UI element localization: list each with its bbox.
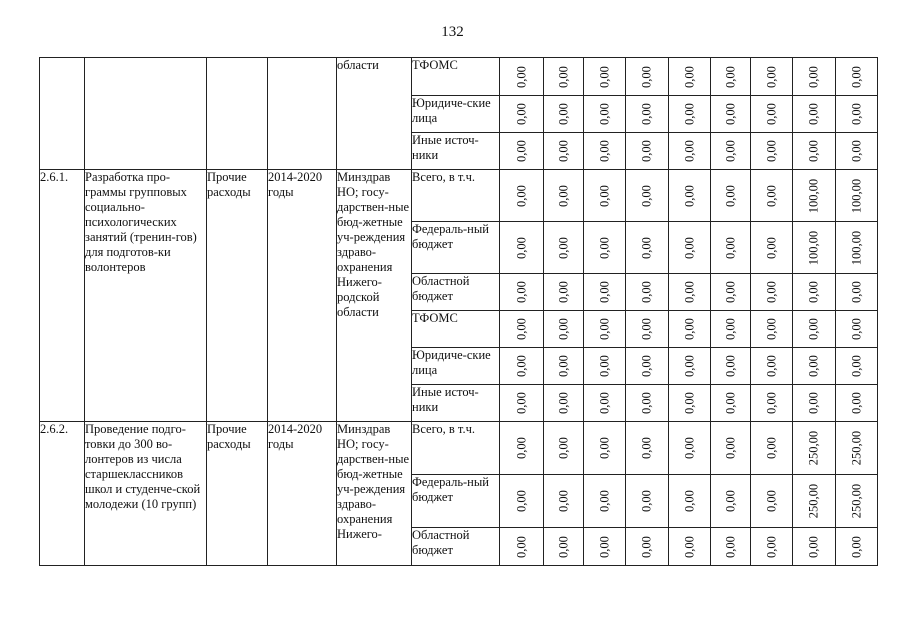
value-cell: 0,00 [597, 318, 611, 340]
responsible: Минздрав НО; госу-дарствен-ные бюд-жетные уч-реждения здраво-охранения Нижего-родской области [337, 170, 412, 422]
value-cell: 0,00 [639, 65, 654, 88]
value-cell: 0,00 [556, 103, 570, 125]
value-cell: 0,00 [556, 490, 570, 512]
value-cell: 0,00 [764, 392, 778, 414]
responsible: Минздрав НО; госу-дарствен-ные бюд-жетные уч-реждения здраво-охранения Нижего- [337, 422, 412, 566]
value-cell: 0,00 [639, 355, 654, 377]
value-cell: 0,00 [556, 318, 570, 340]
value-cell: 0,00 [514, 355, 528, 377]
value-cell: 0,00 [806, 140, 821, 162]
table-row [40, 170, 878, 222]
value-cell: 0,00 [682, 490, 696, 512]
value-cell: 0,00 [514, 490, 528, 512]
value-cell: 0,00 [682, 184, 696, 207]
value-cell: 0,00 [597, 184, 611, 207]
period-cell [268, 58, 337, 170]
value-cell: 0,00 [639, 490, 654, 512]
item-title: Разработка про-граммы групповых социально-психологических занятий (тренин-гов) для подготов-ки волонтеров [85, 170, 207, 422]
value-cell: 0,00 [764, 236, 778, 259]
value-cell: 0,00 [556, 184, 570, 207]
value-cell: 100,00 [849, 230, 863, 265]
value-cell: 0,00 [849, 355, 863, 377]
item-title: Проведение подго-товки до 300 во-лонтеров из числа старшеклассников школ и студенче-ской молодежи (10 групп) [85, 422, 207, 566]
value-cell: 100,00 [849, 178, 863, 213]
value-cell: 0,00 [556, 392, 570, 414]
value-cell: 100,00 [806, 178, 821, 213]
value-cell: 0,00 [556, 140, 570, 162]
funding-source: ТФОМС [412, 311, 500, 348]
funding-source: Юридиче-ские лица [412, 348, 500, 385]
value-cell: 0,00 [639, 392, 654, 414]
value-cell: 0,00 [723, 236, 737, 259]
value-cell: 0,00 [723, 281, 737, 303]
value-cell: 0,00 [556, 236, 570, 259]
value-cell: 0,00 [806, 392, 821, 414]
value-cell: 0,00 [514, 184, 528, 207]
expense-type: Прочие расходы [207, 170, 268, 422]
value-cell: 0,00 [849, 318, 863, 340]
value-cell: 0,00 [849, 140, 863, 162]
value-cell: 0,00 [514, 65, 528, 88]
expense-type-cell [207, 58, 268, 170]
value-cell: 0,00 [764, 140, 778, 162]
value-cell: 0,00 [597, 535, 611, 558]
value-cell: 0,00 [597, 65, 611, 88]
value-cell: 0,00 [723, 392, 737, 414]
value-cell: 0,00 [682, 535, 696, 558]
value-cell: 0,00 [639, 437, 654, 459]
value-cell: 0,00 [764, 184, 778, 207]
value-cell: 0,00 [849, 103, 863, 125]
value-cell: 0,00 [682, 140, 696, 162]
value-cell: 0,00 [806, 535, 821, 558]
value-cell: 0,00 [556, 437, 570, 459]
funding-source: ТФОМС [412, 58, 500, 96]
item-number: 2.6.2. [40, 422, 85, 566]
value-cell: 0,00 [682, 281, 696, 303]
value-cell: 0,00 [639, 236, 654, 259]
value-cell: 0,00 [764, 535, 778, 558]
value-cell: 0,00 [723, 437, 737, 459]
value-cell: 0,00 [639, 140, 654, 162]
value-cell: 0,00 [597, 437, 611, 459]
value-cell: 0,00 [597, 281, 611, 303]
value-cell: 0,00 [849, 392, 863, 414]
value-cell: 0,00 [682, 103, 696, 125]
period: 2014-2020 годы [268, 422, 337, 566]
value-cell: 0,00 [849, 281, 863, 303]
table-row [40, 422, 878, 475]
page-number: 132 [441, 24, 464, 40]
item-number: 2.6.1. [40, 170, 85, 422]
funding-source: Всего, в т.ч. [412, 170, 500, 222]
value-cell: 0,00 [597, 103, 611, 125]
value-cell: 0,00 [682, 318, 696, 340]
value-cell: 0,00 [514, 103, 528, 125]
value-cell: 0,00 [556, 65, 570, 88]
value-cell: 0,00 [723, 318, 737, 340]
value-cell: 0,00 [514, 140, 528, 162]
value-cell: 0,00 [514, 437, 528, 459]
value-cell: 0,00 [597, 392, 611, 414]
funding-source: Федераль-ный бюджет [412, 475, 500, 528]
title-cell [85, 58, 207, 170]
value-cell: 0,00 [806, 355, 821, 377]
funding-source: Иные источ-ники [412, 385, 500, 422]
funding-source: Иные источ-ники [412, 133, 500, 170]
value-cell: 0,00 [764, 437, 778, 459]
value-cell: 250,00 [849, 483, 863, 519]
value-cell: 0,00 [682, 437, 696, 459]
value-cell: 0,00 [806, 281, 821, 303]
value-cell: 0,00 [639, 535, 654, 558]
value-cell: 0,00 [723, 184, 737, 207]
value-cell: 0,00 [764, 355, 778, 377]
number-cell [40, 58, 85, 170]
value-cell: 0,00 [682, 65, 696, 88]
value-cell: 0,00 [556, 535, 570, 558]
expense-type: Прочие расходы [207, 422, 268, 566]
value-cell: 0,00 [514, 236, 528, 259]
value-cell: 0,00 [556, 281, 570, 303]
value-cell: 0,00 [514, 318, 528, 340]
value-cell: 0,00 [556, 355, 570, 377]
value-cell: 0,00 [682, 236, 696, 259]
funding-source: Федераль-ный бюджет [412, 222, 500, 274]
funding-source: Областной бюджет [412, 274, 500, 311]
funding-source: Юридиче-ские лица [412, 96, 500, 133]
value-cell: 0,00 [849, 65, 863, 88]
value-cell: 0,00 [723, 65, 737, 88]
value-cell: 0,00 [764, 65, 778, 88]
value-cell: 0,00 [639, 184, 654, 207]
value-cell: 0,00 [764, 103, 778, 125]
value-cell: 0,00 [639, 318, 654, 340]
value-cell: 0,00 [597, 490, 611, 512]
value-cell: 0,00 [597, 355, 611, 377]
period: 2014-2020 годы [268, 170, 337, 422]
value-cell: 100,00 [806, 230, 821, 265]
value-cell: 0,00 [806, 318, 821, 340]
value-cell: 0,00 [723, 140, 737, 162]
value-cell: 0,00 [514, 535, 528, 558]
value-cell: 0,00 [597, 236, 611, 259]
value-cell: 0,00 [514, 392, 528, 414]
value-cell: 0,00 [723, 535, 737, 558]
value-cell: 0,00 [639, 281, 654, 303]
value-cell: 0,00 [723, 355, 737, 377]
value-cell: 0,00 [849, 535, 863, 558]
value-cell: 0,00 [723, 490, 737, 512]
value-cell: 0,00 [764, 318, 778, 340]
value-cell: 0,00 [597, 140, 611, 162]
value-cell: 250,00 [806, 483, 821, 519]
value-cell: 0,00 [764, 490, 778, 512]
value-cell: 0,00 [806, 103, 821, 125]
funding-source: Областной бюджет [412, 528, 500, 566]
value-cell: 0,00 [682, 392, 696, 414]
value-cell: 0,00 [764, 281, 778, 303]
value-cell: 0,00 [514, 281, 528, 303]
budget-table [39, 57, 878, 566]
table-row [40, 58, 878, 96]
value-cell: 250,00 [806, 430, 821, 466]
value-cell: 0,00 [806, 65, 821, 88]
value-cell: 0,00 [682, 355, 696, 377]
value-cell: 250,00 [849, 430, 863, 466]
responsible-cell: области [337, 58, 412, 170]
funding-source: Всего, в т.ч. [412, 422, 500, 475]
value-cell: 0,00 [723, 103, 737, 125]
value-cell: 0,00 [639, 103, 654, 125]
